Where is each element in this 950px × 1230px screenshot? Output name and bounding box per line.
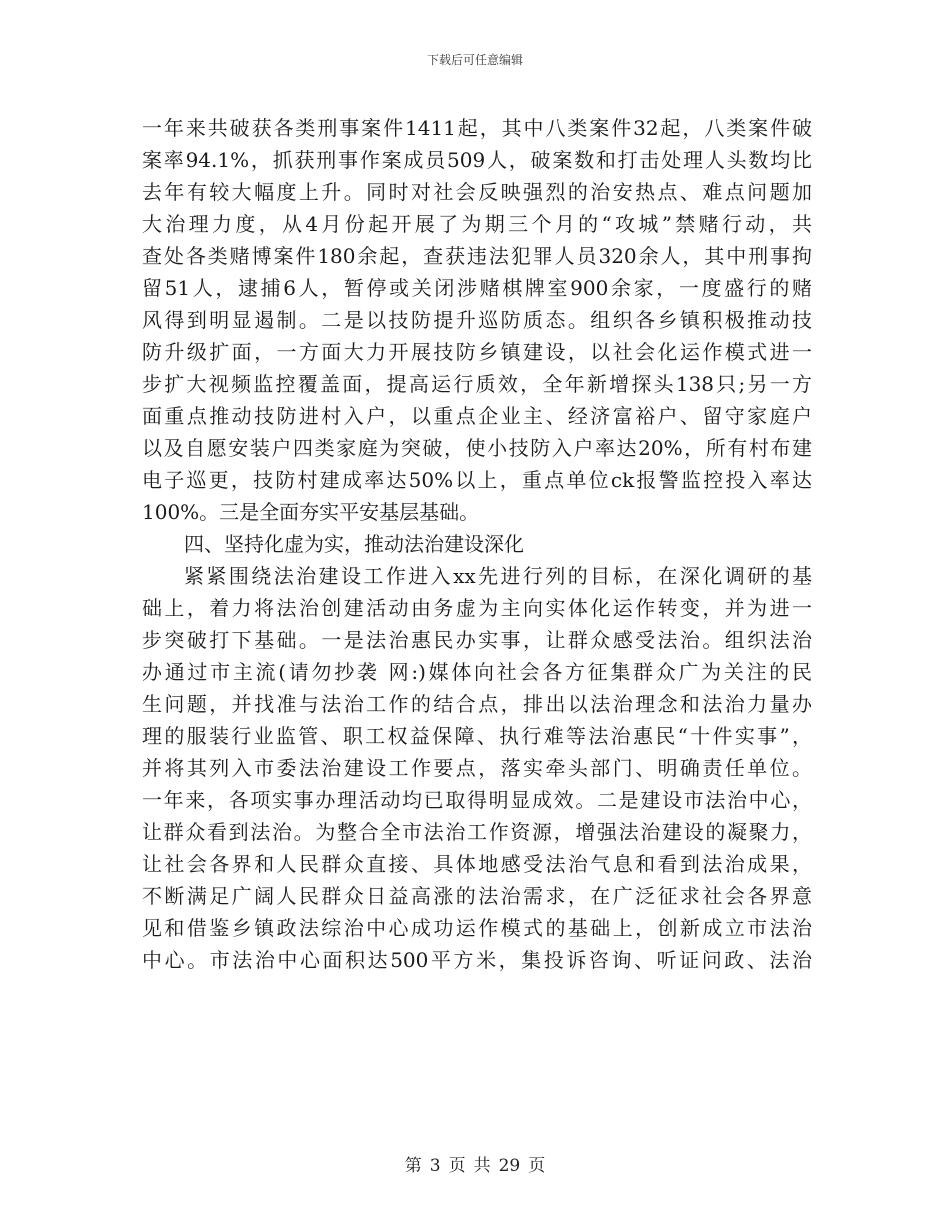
text-line: 去年有较大幅度上升。同时对社会反映强烈的治安热点、难点问题加 [142, 180, 812, 204]
text-line: 查处各类赌博案件180余起，查获违法犯罪人员320余人，其中刑事拘 [142, 244, 812, 268]
text-line: 础上，着力将法治创建活动由务虚为主向实体化运作转变，并为进一 [142, 596, 812, 620]
text-line: 步突破打下基础。一是法治惠民办实事，让群众感受法治。组织法治 [142, 628, 812, 652]
text-line: 并将其列入市委法治建设工作要点，落实牵头部门、明确责任单位。 [142, 756, 812, 780]
page-header: 下载后可任意编辑 [426, 53, 523, 67]
footer-current-page: 3 [429, 1156, 441, 1176]
text-line: 以及自愿安装户四类家庭为突破，使小技防入户率达20%，所有村布建 [142, 436, 812, 460]
text-line: 案率94.1%，抓获刑事作案成员509人，破案数和打击处理人头数均比 [142, 148, 812, 172]
text-line: 大治理力度，从4月份起开展了为期三个月的“攻城”禁赌行动，共 [142, 212, 812, 236]
text-line: 紧紧围绕法治建设工作进入xx先进行列的目标，在深化调研的基 [184, 564, 812, 588]
footer-label-total: 共 [473, 1156, 491, 1176]
text-line: 防升级扩面，一方面大力开展技防乡镇建设，以社会化运作模式进一 [142, 340, 812, 364]
text-line: 让社会各界和人民群众直接、具体地感受法治气息和看到法治成果， [142, 852, 812, 876]
body-text [142, 112, 812, 976]
section-heading: 四、坚持化虚为实，推动法治建设深化 [184, 532, 524, 556]
text-line: 100%。三是全面夯实平安基层基础。 [142, 500, 480, 524]
page-footer [0, 1156, 950, 1176]
text-line: 电子巡更，技防村建成率达50%以上，重点单位ck报警监控投入率达 [142, 468, 812, 492]
text-line: 中心。市法治中心面积达500平方米，集投诉咨询、听证问政、法治 [142, 948, 812, 972]
text-line: 风得到明显遏制。二是以技防提升巡防质态。组织各乡镇积极推动技 [142, 308, 812, 332]
text-line: 办通过市主流(请勿抄袭 网:)媒体向社会各方征集群众广为关注的民 [142, 660, 812, 684]
footer-label-page-unit: 页 [448, 1156, 466, 1176]
text-line: 一年来共破获各类刑事案件1411起，其中八类案件32起，八类案件破 [142, 116, 812, 140]
text-line: 生问题，并找准与法治工作的结合点，排出以法治理念和法治力量办 [142, 692, 812, 716]
text-line: 步扩大视频监控覆盖面，提高运行质效，全年新增探头138只;另一方 [142, 372, 812, 396]
text-line: 不断满足广阔人民群众日益高涨的法治需求，在广泛征求社会各界意 [142, 884, 812, 908]
footer-total-pages: 29 [498, 1156, 521, 1176]
text-line: 见和借鉴乡镇政法综治中心成功运作模式的基础上，创新成立市法治 [142, 916, 812, 940]
footer-label-page: 第 [404, 1156, 422, 1176]
footer-label-total-unit: 页 [528, 1156, 546, 1176]
text-line: 让群众看到法治。为整合全市法治工作资源，增强法治建设的凝聚力， [142, 820, 812, 844]
text-line: 留51人，逮捕6人，暂停或关闭涉赌棋牌室900余家，一度盛行的赌 [142, 276, 812, 300]
text-line: 一年来，各项实事办理活动均已取得明显成效。二是建设市法治中心， [142, 788, 812, 812]
text-line: 面重点推动技防进村入户，以重点企业主、经济富裕户、留守家庭户 [142, 404, 812, 428]
text-line: 理的服装行业监管、职工权益保障、执行难等法治惠民“十件实事”， [142, 724, 812, 748]
